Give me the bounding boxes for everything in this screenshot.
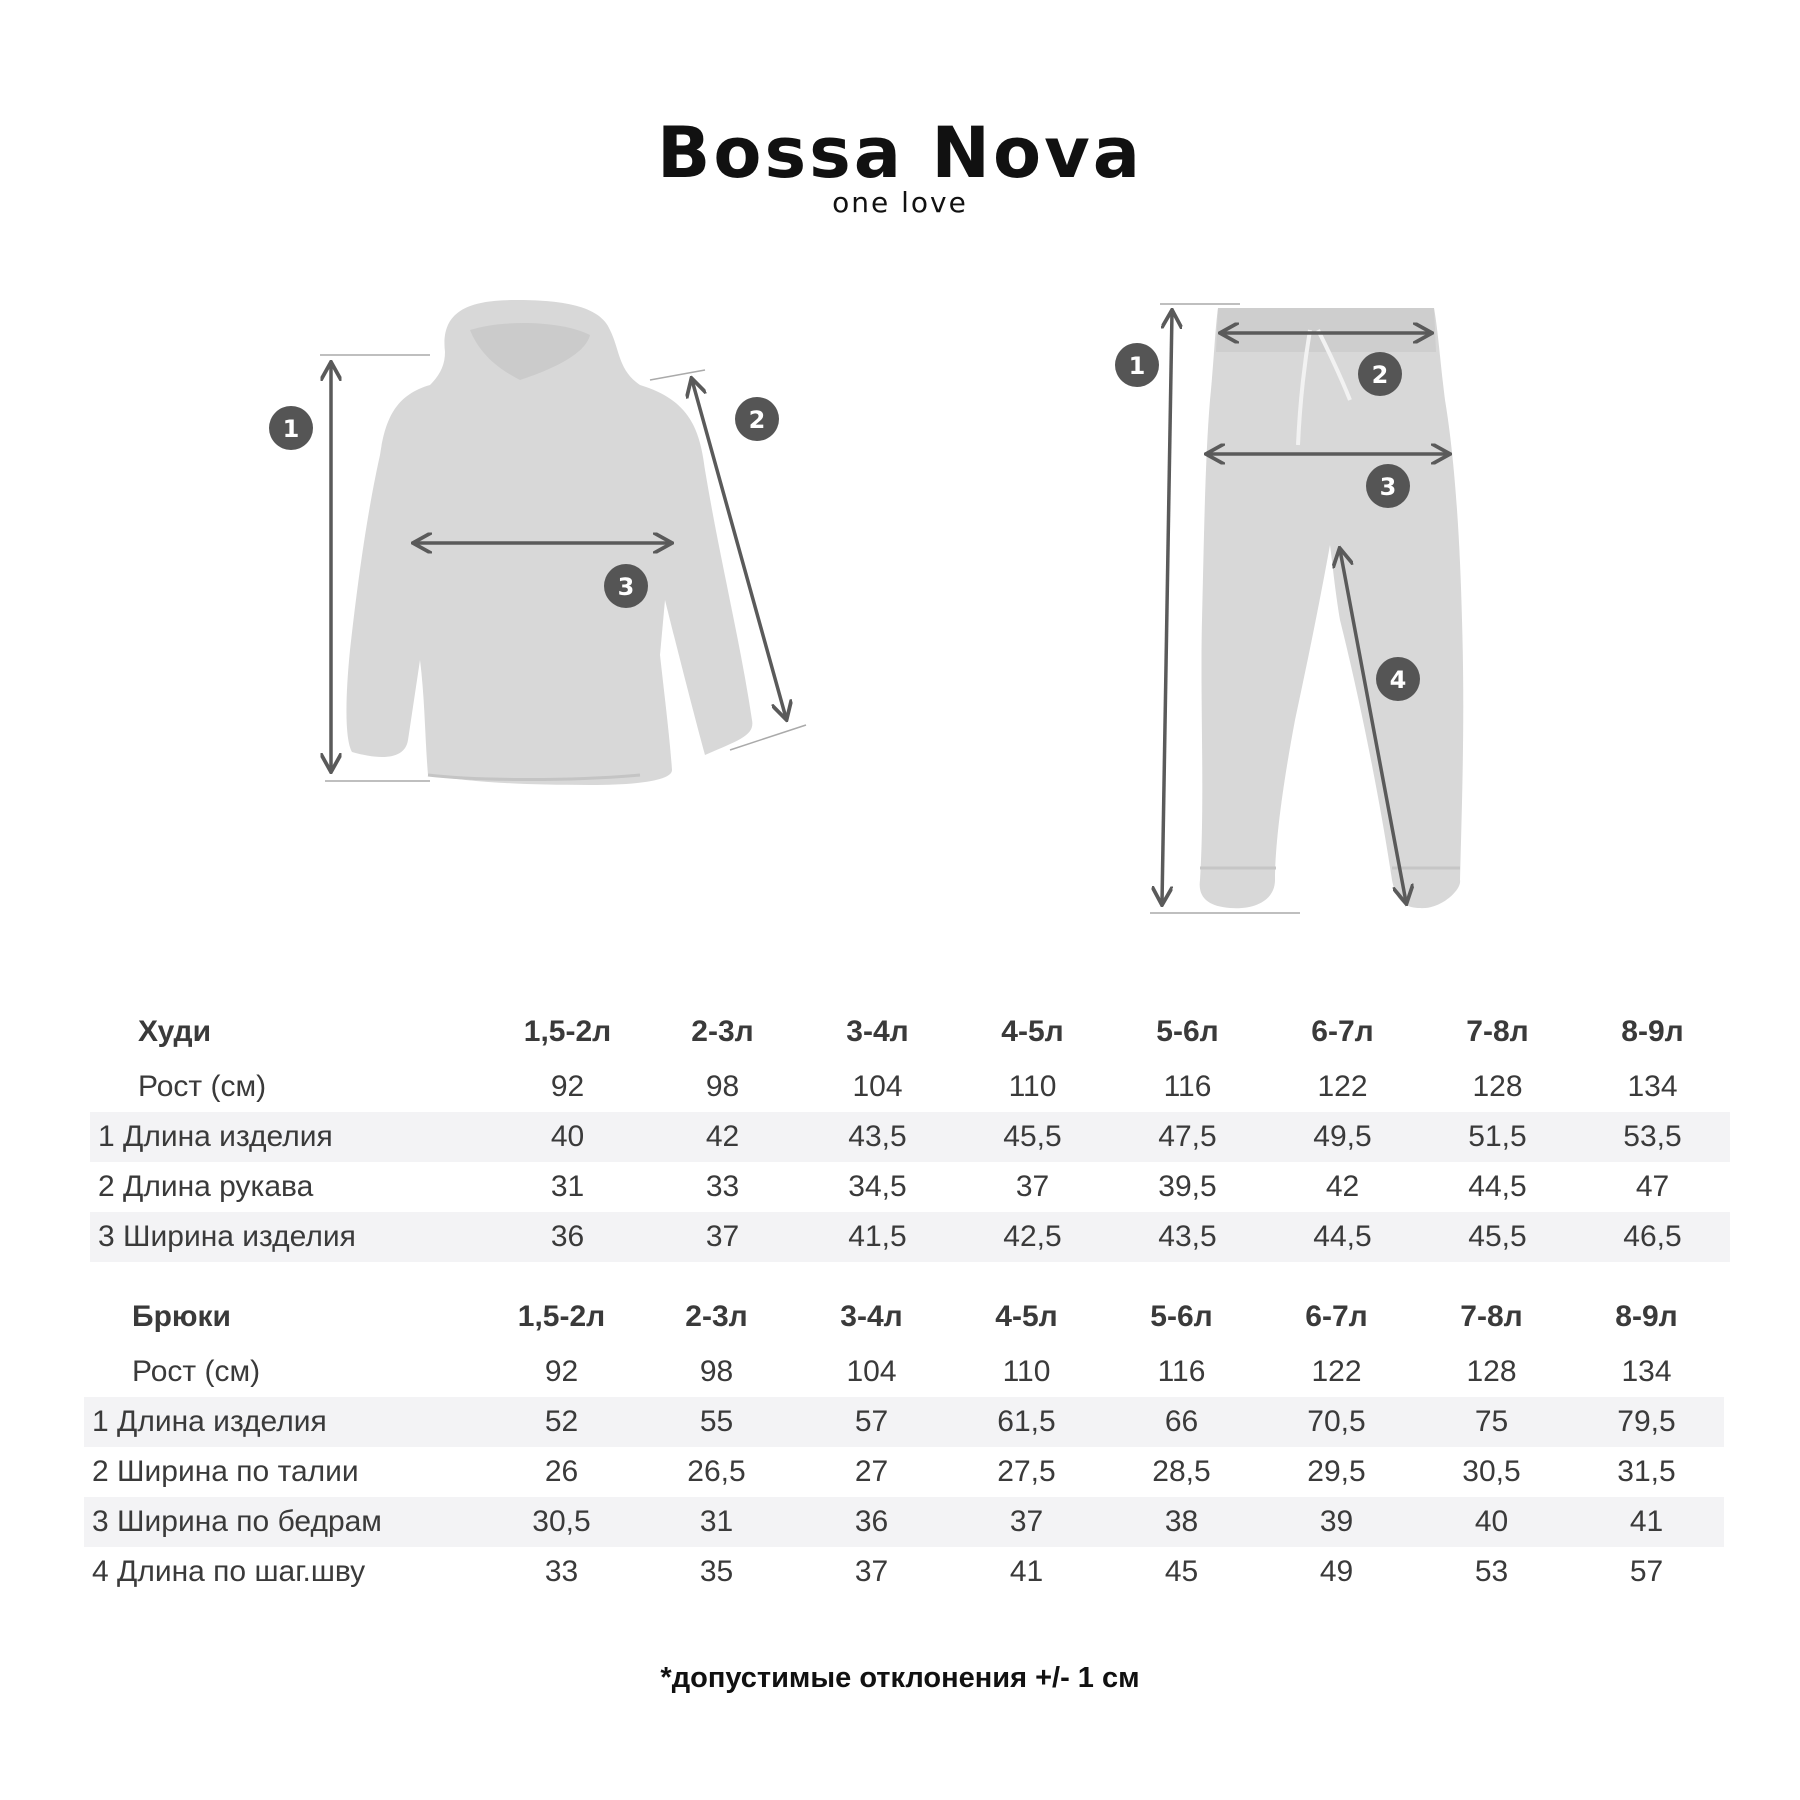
table-cell: 29,5 [1307,1455,1366,1488]
row-label: 1 Длина изделия [90,1112,490,1162]
size-header: 5-6л [1150,1300,1213,1333]
svg-text:2: 2 [748,406,766,434]
table-cell: 27,5 [997,1455,1056,1488]
size-header: 5-6л [1156,1015,1219,1048]
table-cell: 45 [1164,1555,1199,1588]
size-header: 2-3л [691,1015,754,1048]
table-cell: 34,5 [848,1170,907,1203]
table-cell: 37 [949,1497,1104,1547]
table-cell: 55 [639,1397,794,1447]
pants-size-table [84,1287,1724,1597]
table-cell: 110 [1008,1070,1057,1103]
size-header: 2-3л [685,1300,748,1333]
table-cell: 38 [1104,1497,1259,1547]
table-cell: 37 [645,1212,800,1262]
table-cell: 30,5 [1462,1455,1521,1488]
table-row [90,1162,1730,1212]
table-cell: 92 [550,1070,585,1103]
table-cell: 70,5 [1259,1397,1414,1447]
svg-text:1: 1 [282,415,300,443]
size-header: 1,5-2л [523,1015,612,1048]
table-cell: 40 [1414,1497,1569,1547]
table-cell: 49 [1319,1555,1354,1588]
svg-text:2: 2 [1371,361,1389,389]
table-cell: 98 [705,1070,740,1103]
table-cell: 134 [1627,1070,1678,1103]
table-cell: 40 [490,1112,645,1162]
table-row [84,1397,1724,1447]
table-cell: 26,5 [687,1455,746,1488]
pants-illustration [1200,308,1464,908]
table-cell: 37 [854,1555,889,1588]
row-label: 3 Ширина по бедрам [84,1497,484,1547]
table-cell: 53,5 [1575,1112,1730,1162]
table-row [90,1212,1730,1262]
table-cell: 44,5 [1265,1212,1420,1262]
height-label: Рост (см) [138,1070,267,1103]
size-header: 8-9л [1615,1300,1678,1333]
svg-text:4: 4 [1389,666,1407,694]
pants-marker-4 [1376,657,1420,701]
table-row [84,1497,1724,1547]
brand-tagline: one love [832,186,968,219]
hoodie-marker-1 [269,406,313,450]
table-cell: 26 [544,1455,579,1488]
table-cell: 33 [705,1170,740,1203]
table-cell: 35 [699,1555,734,1588]
table-cell: 42,5 [955,1212,1110,1262]
table-cell: 43,5 [800,1112,955,1162]
table-cell: 92 [544,1355,579,1388]
table-cell: 66 [1104,1397,1259,1447]
table-row [84,1347,1724,1397]
brand-logo-title: Bossa Nova [657,112,1143,194]
hoodie-table-title: Худи [138,1015,212,1048]
table-cell: 57 [794,1397,949,1447]
table-row [84,1547,1724,1597]
table-cell: 98 [699,1355,734,1388]
row-label: 2 Длина рукава [98,1170,314,1203]
table-cell: 57 [1629,1555,1664,1588]
size-header: 7-8л [1460,1300,1523,1333]
table-cell: 28,5 [1152,1455,1211,1488]
pants-marker-2 [1358,352,1402,396]
table-cell: 110 [1002,1355,1051,1388]
table-cell: 45,5 [1420,1212,1575,1262]
row-label: 2 Ширина по талии [92,1455,359,1488]
table-cell: 30,5 [484,1497,639,1547]
table-row [90,1062,1730,1112]
svg-text:1: 1 [1128,352,1146,380]
table-cell: 41 [1569,1497,1724,1547]
table-cell: 49,5 [1265,1112,1420,1162]
row-label: 1 Длина изделия [84,1397,484,1447]
table-cell: 41,5 [800,1212,955,1262]
table-cell: 42 [1325,1170,1360,1203]
table-header-row [84,1287,1724,1347]
size-header: 8-9л [1621,1015,1684,1048]
row-label: 4 Длина по шаг.шву [92,1555,366,1588]
svg-text:3: 3 [617,573,635,601]
table-cell: 75 [1414,1397,1569,1447]
table-cell: 134 [1621,1355,1672,1388]
table-cell: 39 [1259,1497,1414,1547]
tolerance-footnote: *допустимые отклонения +/- 1 см [660,1662,1140,1694]
hoodie-marker-2 [735,397,779,441]
table-cell: 52 [484,1397,639,1447]
table-cell: 116 [1157,1355,1206,1388]
table-header-row [90,1002,1730,1062]
svg-text:3: 3 [1379,473,1397,501]
table-cell: 47 [1635,1170,1670,1203]
table-cell: 42 [645,1112,800,1162]
pants-length-arrow [1162,312,1172,903]
table-cell: 31,5 [1617,1455,1676,1488]
hoodie-size-table [90,1002,1730,1262]
row-label: 3 Ширина изделия [90,1212,490,1262]
table-cell: 45,5 [955,1112,1110,1162]
table-cell: 41 [1009,1555,1044,1588]
table-cell: 36 [490,1212,645,1262]
pants-table-title: Брюки [132,1300,231,1333]
table-cell: 61,5 [949,1397,1104,1447]
pants-marker-1 [1115,343,1159,387]
table-cell: 46,5 [1575,1212,1730,1262]
table-cell: 37 [1015,1170,1050,1203]
table-cell: 53 [1474,1555,1509,1588]
size-header: 6-7л [1311,1015,1374,1048]
table-cell: 31 [639,1497,794,1547]
table-cell: 47,5 [1110,1112,1265,1162]
table-row [84,1447,1724,1497]
table-cell: 79,5 [1569,1397,1724,1447]
table-cell: 44,5 [1468,1170,1527,1203]
table-cell: 122 [1311,1355,1362,1388]
table-cell: 43,5 [1110,1212,1265,1262]
size-header: 1,5-2л [517,1300,606,1333]
size-header: 3-4л [840,1300,903,1333]
table-cell: 31 [550,1170,585,1203]
size-header: 6-7л [1305,1300,1368,1333]
table-cell: 39,5 [1158,1170,1217,1203]
table-cell: 104 [852,1070,903,1103]
pants-marker-3 [1366,464,1410,508]
table-cell: 36 [794,1497,949,1547]
size-header: 7-8л [1466,1015,1529,1048]
table-cell: 128 [1472,1070,1523,1103]
table-cell: 122 [1317,1070,1368,1103]
table-cell: 116 [1163,1070,1212,1103]
size-header: 4-5л [1001,1015,1064,1048]
height-label: Рост (см) [132,1355,261,1388]
table-cell: 51,5 [1420,1112,1575,1162]
table-cell: 27 [854,1455,889,1488]
table-cell: 33 [544,1555,579,1588]
table-row [90,1112,1730,1162]
hoodie-marker-3 [604,564,648,608]
table-cell: 128 [1466,1355,1517,1388]
table-cell: 104 [846,1355,897,1388]
size-header: 4-5л [995,1300,1058,1333]
size-header: 3-4л [846,1015,909,1048]
